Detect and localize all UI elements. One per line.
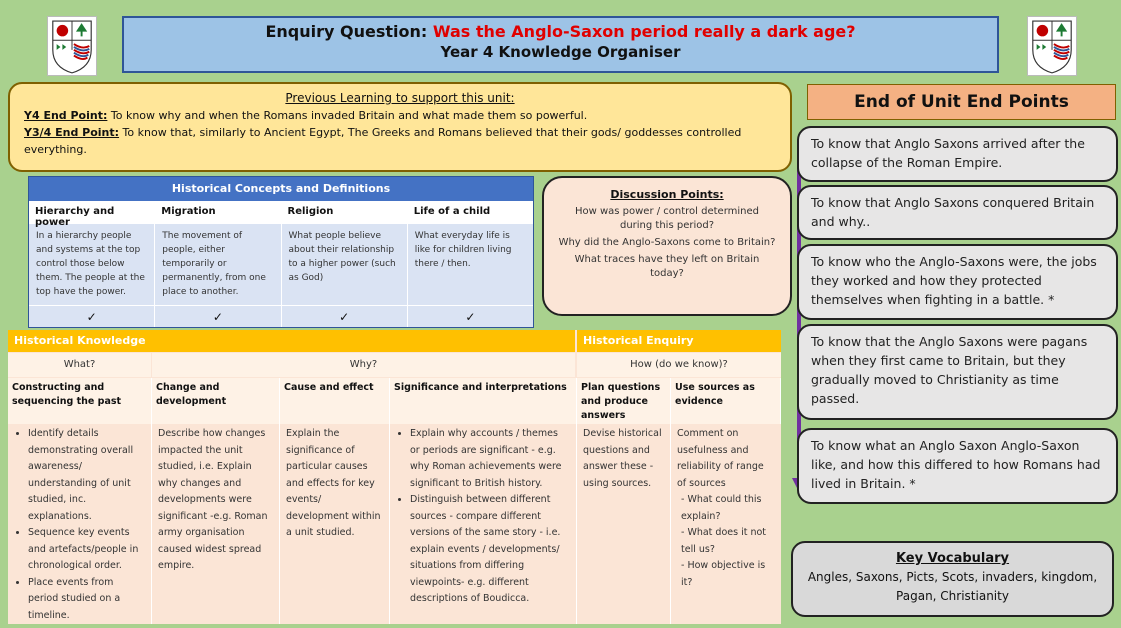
concept-heading: Hierarchy and power <box>29 201 154 225</box>
knowledge-column-body: Explain the significance of particular causes and effects for key events/ development within a unit studied. <box>280 424 390 624</box>
end-point-item: To know who the Anglo-Saxons were, the jobs they worked and how they protected themselves when fighting in a battle. * <box>797 244 1118 320</box>
knowledge-column-heading: Use sources as evidence <box>671 378 781 424</box>
concept-column <box>155 201 281 305</box>
previous-learning-panel <box>8 82 792 172</box>
list-item: • Explain why accounts / themes or periods are significant - e.g. why Roman achievements were significant to British history. <box>410 426 570 492</box>
knowledge-column-heading: Significance and interpretations <box>390 378 577 424</box>
enquiry-question <box>124 22 997 41</box>
enquiry-question-label: Enquiry Question: <box>265 22 428 41</box>
concept-heading: Life of a child <box>408 201 533 225</box>
discussion-title: Discussion Points: <box>610 188 724 201</box>
y34-end-point <box>24 124 776 158</box>
concept-heading: Migration <box>155 201 280 225</box>
discussion-point: What traces have they left on Britain today? <box>574 254 760 279</box>
list-item: • Distinguish between different sources - compare different versions of the same story - i.e. explain events / developments/ situations from differing viewpoints- e.g. different descriptions of Boudicca. <box>410 492 570 608</box>
concept-definition: What everyday life is like for children living there / then. <box>414 231 512 269</box>
concept-column <box>282 201 408 305</box>
list-item: • Place events from period studied on a timeline. <box>28 575 145 625</box>
historical-knowledge-heading: Historical Knowledge <box>8 330 575 352</box>
enquiry-question-text: Was the Anglo-Saxon period really a dark age? <box>432 22 856 41</box>
title-banner <box>122 16 999 73</box>
concepts-table <box>28 176 534 328</box>
discussion-points-panel <box>542 176 792 316</box>
tick-icon: ✓ <box>282 306 408 327</box>
knowledge-column-body <box>8 424 152 624</box>
knowledge-column <box>577 378 671 624</box>
y4-end-point <box>24 107 776 124</box>
tick-icon: ✓ <box>155 306 281 327</box>
end-point-item: To know what an Anglo Saxon Anglo-Saxon like, and how this differed to how Romans had lived in Britain. * <box>797 428 1118 504</box>
knowledge-column <box>8 378 152 624</box>
knowledge-column-body: Describe how changes impacted the unit studied, i.e. Explain why changes and developments were significant -e.g. Roman army organisation caused widest spread empire. <box>152 424 280 624</box>
list-item: • Sequence key events and artefacts/people in chronological order. <box>28 525 145 575</box>
list-item: - What could this explain? <box>681 494 762 522</box>
concept-definition: The movement of people, either temporarily or permanently, from one place to another. <box>162 231 266 297</box>
knowledge-column <box>671 378 781 624</box>
key-vocabulary-panel <box>791 541 1114 617</box>
concept-column <box>408 201 533 305</box>
concepts-title: Historical Concepts and Definitions <box>29 177 533 201</box>
end-point-item: To know that Anglo Saxons arrived after the collapse of the Roman Empire. <box>797 126 1118 182</box>
knowledge-column-heading: Constructing and sequencing the past <box>8 378 152 424</box>
concept-definition: In a hierarchy people and systems at the top control those below them. The people at the top have the power. <box>36 231 145 297</box>
knowledge-column-heading: Change and development <box>152 378 280 424</box>
end-point-item: To know that Anglo Saxons conquered Britain and why.. <box>797 185 1118 240</box>
list-item: - How objective is it? <box>681 560 766 588</box>
discussion-point: How was power / control determined during this period? <box>574 206 760 231</box>
knowledge-column-heading: Cause and effect <box>280 378 390 424</box>
knowledge-column-body <box>390 424 577 624</box>
knowledge-column-body: Devise historical questions and answer these - using sources. <box>577 424 671 624</box>
key-vocabulary-title: Key Vocabulary <box>895 551 1010 566</box>
y34-end-point-text: To know that, similarly to Ancient Egypt, The Greeks and Romans believed that their gods/ goddesses controlled everything. <box>24 126 742 156</box>
tick-icon: ✓ <box>29 306 155 327</box>
sub-heading-what: What? <box>8 353 151 377</box>
knowledge-column-heading: Plan questions and produce answers <box>577 378 671 424</box>
crest-icon <box>48 17 96 75</box>
key-vocabulary-words: Angles, Saxons, Picts, Scots, invaders, kingdom, Pagan, Christianity <box>807 570 1098 603</box>
end-point-item: To know that the Anglo Saxons were pagans when they first came to Britain, but they gradually moved to Christianity as time passed. <box>797 324 1118 420</box>
school-crest-right <box>1027 16 1077 76</box>
y4-end-point-text: To know why and when the Romans invaded Britain and what made them so powerful. <box>110 109 588 122</box>
tick-icon: ✓ <box>465 310 476 324</box>
historical-enquiry-heading: Historical Enquiry <box>577 330 781 352</box>
sub-heading-why: Why? <box>152 353 575 377</box>
historical-knowledge-table <box>8 330 781 624</box>
school-crest-left <box>47 16 97 76</box>
list-item: • Identify details demonstrating overall awareness/ understanding of unit studied, inc. explanations. <box>28 426 145 525</box>
list-item: - What does it not tell us? <box>681 527 767 555</box>
previous-learning-title: Previous Learning to support this unit: <box>285 91 515 105</box>
sources-text: Comment on usefulness and reliability of range of sources <box>677 428 764 489</box>
discussion-point: Why did the Anglo-Saxons come to Britain? <box>558 237 776 248</box>
concept-definition: What people believe about their relationship to a higher power (such as God) <box>288 231 396 283</box>
crest-icon <box>1028 17 1076 75</box>
sub-heading-how: How (do we know)? <box>577 353 781 377</box>
knowledge-column-body <box>671 424 781 624</box>
concept-heading: Religion <box>282 201 407 225</box>
y34-end-point-label: Y3/4 End Point: <box>24 126 120 139</box>
knowledge-column <box>390 378 577 624</box>
page-subtitle: Year 4 Knowledge Organiser <box>440 43 681 61</box>
knowledge-column <box>152 378 280 624</box>
concept-column <box>29 201 155 305</box>
knowledge-column <box>280 378 390 624</box>
end-points-title: End of Unit End Points <box>807 84 1116 120</box>
y4-end-point-label: Y4 End Point: <box>24 109 108 122</box>
